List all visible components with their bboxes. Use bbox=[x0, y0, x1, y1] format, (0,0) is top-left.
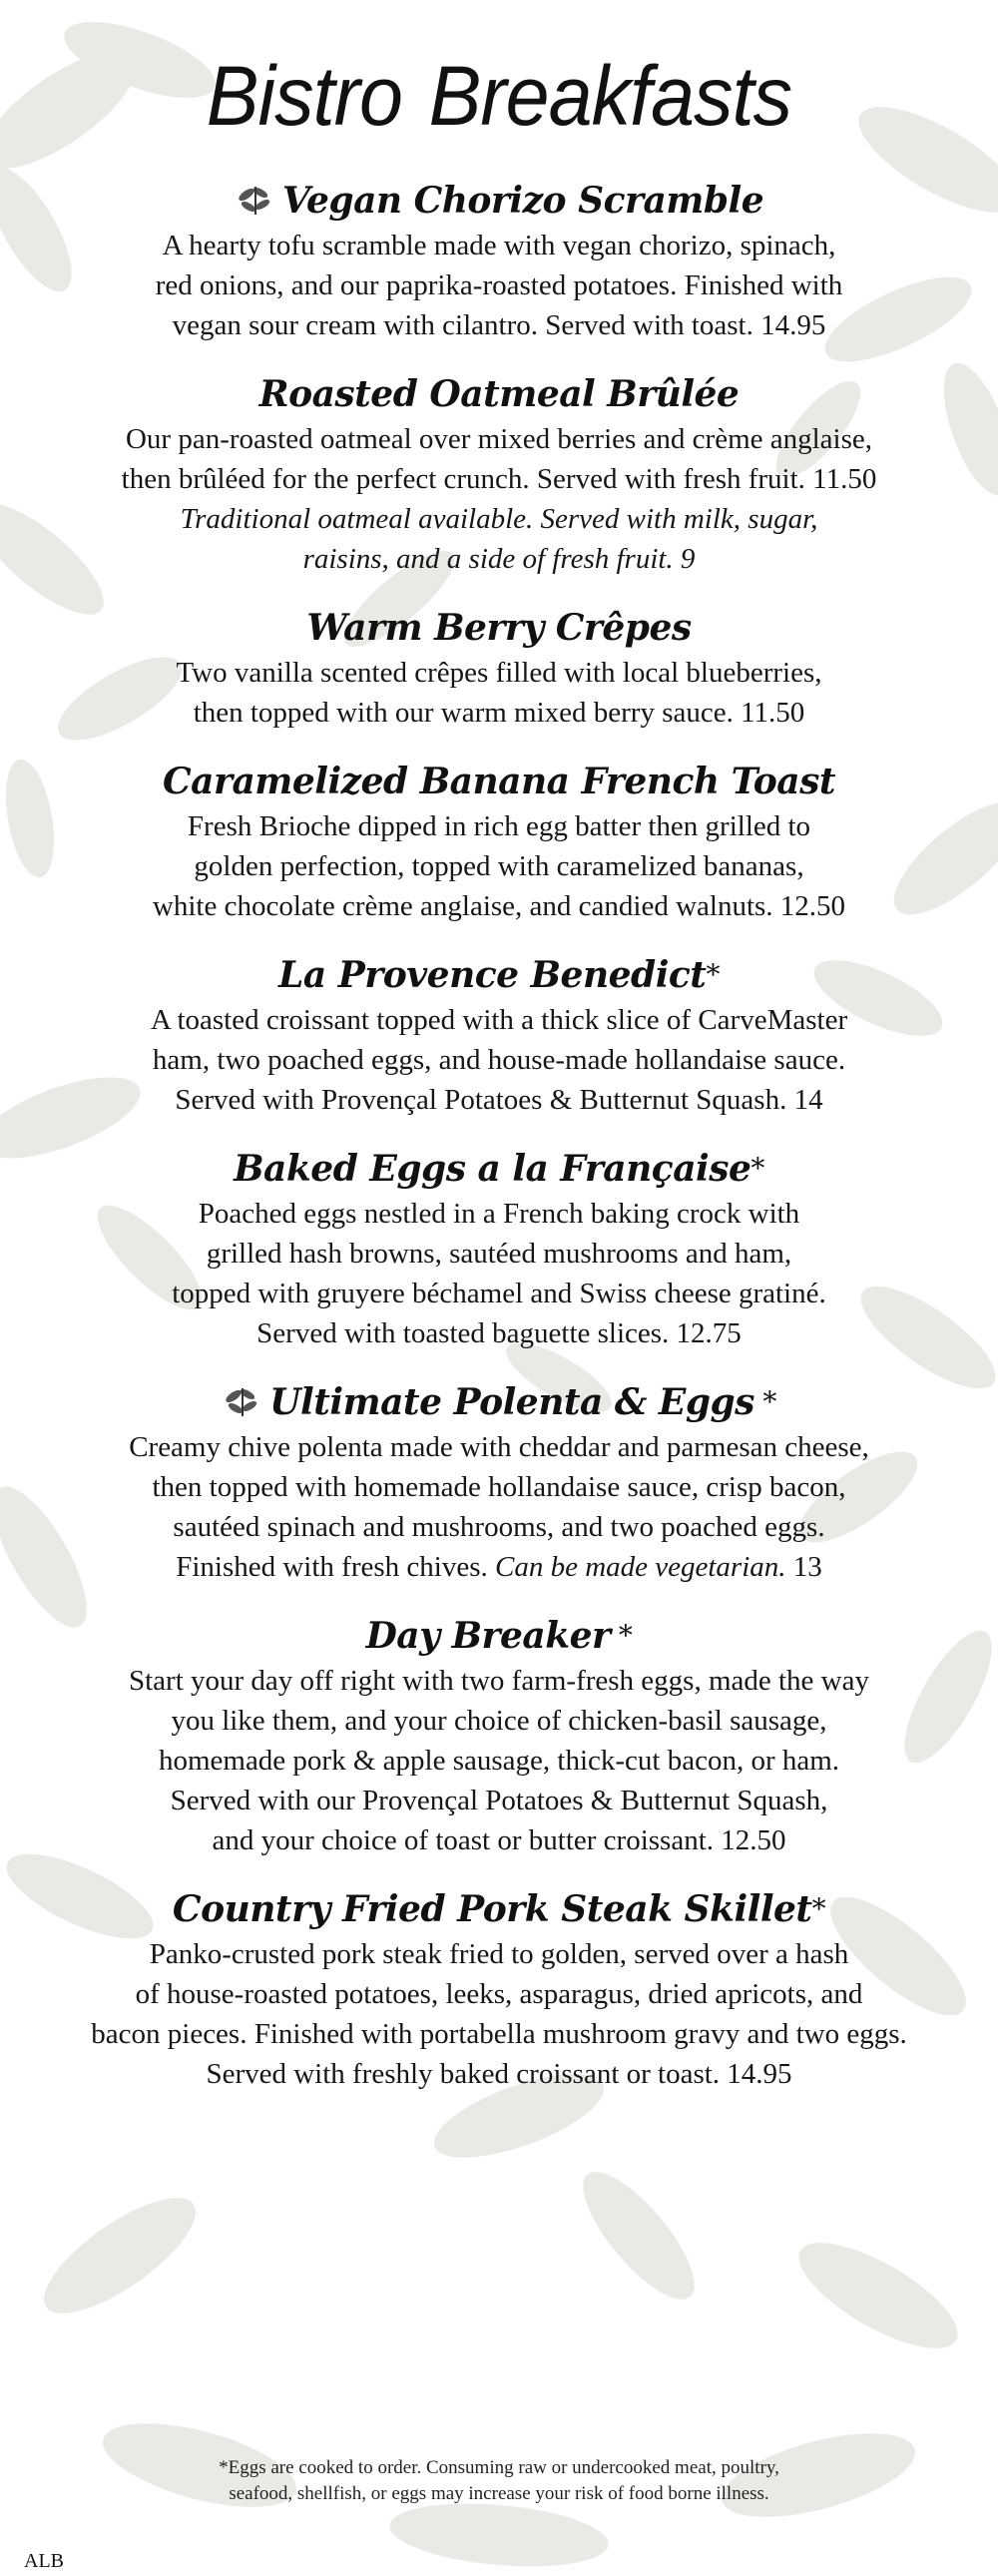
menu-item-caramelized-banana-french-toast bbox=[40, 759, 958, 926]
item-name: Vegan Chorizo Scramble bbox=[281, 180, 764, 222]
menu-item-day-breaker bbox=[40, 1613, 958, 1860]
item-description: Panko-crusted pork steak fried to golden, served over a hash of house-roasted potatoes, leeks, asparagus, dried apricots, and bacon pieces. Finished with portabella mushroom gravy and two eggs. Served with freshly baked croissant or toast. 14.95 bbox=[91, 1938, 907, 2090]
leaf-sprig-icon bbox=[222, 1384, 263, 1418]
item-name: Country Fried Pork Steak Skillet bbox=[172, 1888, 812, 1930]
menu-item-baked-eggs-a-la-francaise bbox=[40, 1146, 958, 1353]
raw-egg-marker: * bbox=[811, 1892, 826, 1925]
raw-egg-marker: * bbox=[610, 1619, 633, 1652]
item-name: Ultimate Polenta & Eggs bbox=[269, 1381, 754, 1423]
item-description: Creamy chive polenta made with cheddar and parmesan cheese, then topped with homemade hollandaise sauce, crisp bacon, sautéed spinach and mushrooms, and two poached eggs. Finished with fresh chives. Can be made vegetarian. 13 bbox=[129, 1431, 869, 1583]
item-description: Two vanilla scented crêpes filled with local blueberries, then topped with our warm mixed berry sauce. 11.50 bbox=[176, 657, 822, 729]
menu-item-la-provence-benedict bbox=[40, 952, 958, 1120]
item-description: Fresh Brioche dipped in rich egg batter then grilled to golden perfection, topped with caramelized bananas, white chocolate crème anglaise, and candied walnuts. 12.50 bbox=[152, 810, 846, 922]
item-name: La Provence Benedict bbox=[278, 954, 707, 996]
menu-title: Bistro Breakfasts bbox=[206, 49, 792, 143]
menu-item-vegan-chorizo-scramble bbox=[40, 178, 958, 345]
allergy-footnote: *Eggs are cooked to order. Consuming raw or undercooked meat, poultry, seafood, shellfish, or eggs may increase your risk of food borne illness. bbox=[219, 2457, 779, 2504]
menu-item-country-fried-pork-steak-skillet bbox=[40, 1886, 958, 2094]
author-initials: ALB bbox=[24, 2550, 64, 2572]
raw-egg-marker: * bbox=[706, 958, 720, 991]
item-name: Baked Eggs a la Française bbox=[234, 1148, 751, 1190]
item-name: Roasted Oatmeal Brûlée bbox=[258, 373, 740, 415]
raw-egg-marker: * bbox=[750, 1152, 764, 1185]
item-description: A hearty tofu scramble made with vegan chorizo, spinach, red onions, and our paprika-roasted potatoes. Finished with vegan sour cream with cilantro. Served with toast. 14.95 bbox=[155, 230, 843, 341]
menu-items bbox=[40, 178, 958, 2120]
item-description: Our pan-roasted oatmeal over mixed berries and crème anglaise, then brûléed for the perfect crunch. Served with fresh fruit. 11.50 Traditional oatmeal available. Served with milk, sugar, raisins, and a side of fresh fruit. 9 bbox=[40, 419, 958, 579]
leaf-sprig-icon bbox=[235, 183, 276, 217]
item-description: A toasted croissant topped with a thick slice of CarveMaster ham, two poached eggs, and house-made hollandaise sauce. Served with Provençal Potatoes & Butternut Squash. 14 bbox=[150, 1004, 848, 1116]
item-name: Warm Berry Crêpes bbox=[306, 607, 692, 649]
item-note: raisins, and a side of fresh fruit. 9 bbox=[302, 543, 696, 575]
item-description: Start your day off right with two farm-fresh eggs, made the way you like them, and your choice of chicken-basil sausage, homemade pork & apple sausage, thick-cut bacon, or ham. Served with our Provençal Potatoes & Butternut Squash, and your choice of toast or butter croissant. 12.50 bbox=[129, 1665, 869, 1856]
menu-item-roasted-oatmeal-brulee bbox=[40, 371, 958, 579]
menu-item-ultimate-polenta-eggs bbox=[40, 1379, 958, 1587]
item-note: Can be made vegetarian. bbox=[494, 1551, 786, 1583]
item-name: Caramelized Banana French Toast bbox=[163, 761, 835, 802]
menu-item-warm-berry-crepes bbox=[40, 605, 958, 733]
raw-egg-marker: * bbox=[753, 1385, 776, 1418]
item-description: Poached eggs nestled in a French baking crock with grilled hash browns, sautéed mushrooms and ham, topped with gruyere béchamel and Swiss cheese gratiné. Served with toasted baguette slices. 12.75 bbox=[172, 1198, 826, 1349]
item-name: Day Breaker bbox=[365, 1615, 611, 1657]
item-note: Traditional oatmeal available. Served with milk, sugar, bbox=[180, 503, 818, 535]
